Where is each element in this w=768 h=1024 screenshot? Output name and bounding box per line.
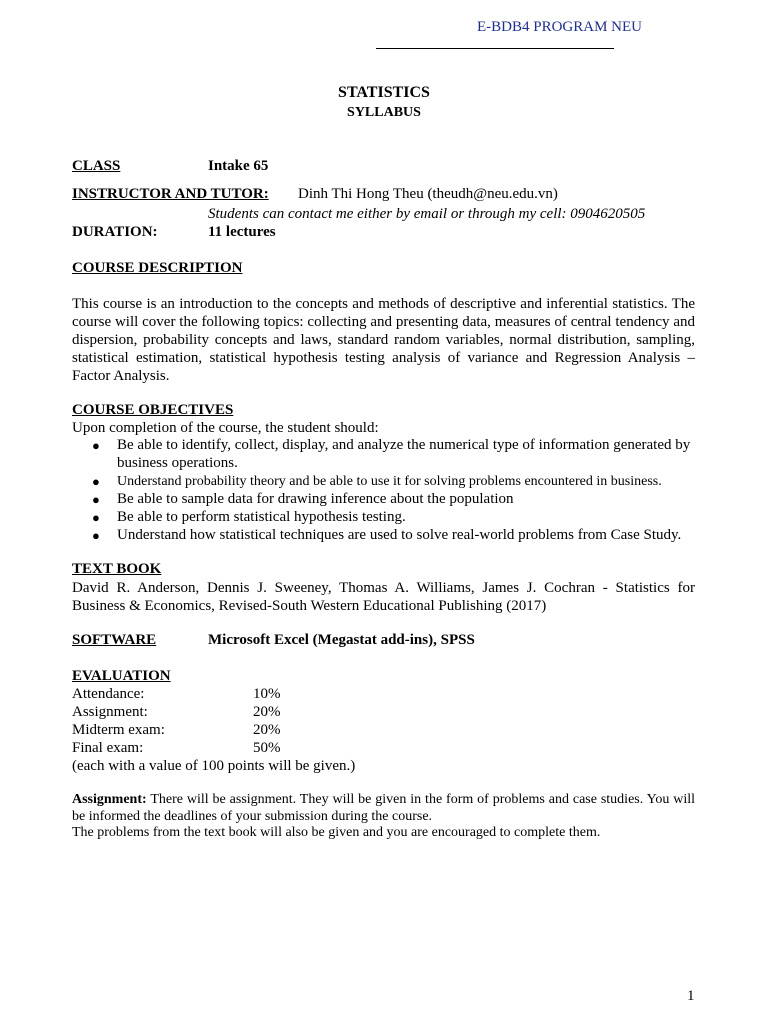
evaluation-note: (each with a value of 100 points will be given.) — [72, 758, 356, 774]
document-title: STATISTICS — [338, 84, 430, 101]
evaluation-item: Final exam: — [72, 740, 144, 756]
list-item: ● Be able to identify, collect, display, and analyze the numerical type of information generated by business operations. — [92, 437, 691, 471]
instructor-contact-note: Students can contact me either by email or through my cell: 0904620505 — [208, 206, 646, 222]
instructor-value: Dinh Thi Hong Theu (theudh@neu.edu.vn) — [298, 186, 558, 202]
page-number: 1 — [687, 988, 695, 1004]
list-item: ● Be able to sample data for drawing inference about the population — [92, 490, 514, 507]
bullet-icon: ● — [92, 491, 100, 507]
text-book-text: David R. Anderson, Dennis J. Sweeney, Thomas A. Williams, James J. Cochran - Statistics for Business & Economics, Revised-South Western Educational Publishing (2017) — [72, 580, 695, 614]
assignment-label: Assignment: — [72, 792, 147, 807]
assignment-text: There will be assignment. They will be given in the form of problems and case studies. You will be informed the deadlines of your submission during the course. — [72, 792, 696, 824]
duration-label: DURATION: — [72, 224, 158, 240]
bullet-icon: ● — [92, 527, 100, 543]
document-subtitle: SYLLABUS — [347, 105, 421, 120]
list-item: ● Be able to perform statistical hypothesis testing. — [92, 508, 406, 525]
assignment-paragraph — [72, 792, 695, 825]
software-label: SOFTWARE — [72, 632, 157, 648]
header-rule — [376, 48, 614, 49]
bullet-icon: ● — [92, 473, 100, 489]
class-value: Intake 65 — [208, 158, 269, 174]
evaluation-heading: EVALUATION — [72, 668, 171, 684]
assignment-text-2: The problems from the text book will also be given and you are encouraged to complete them. — [72, 825, 601, 840]
bullet-icon: ● — [92, 509, 100, 525]
duration-value: 11 lectures — [208, 224, 276, 240]
evaluation-weight: 50% — [253, 740, 281, 756]
evaluation-weight: 10% — [253, 686, 281, 702]
course-description-heading: COURSE DESCRIPTION — [72, 260, 243, 276]
bullet-icon: ● — [92, 438, 100, 453]
list-item: ● Understand probability theory and be able to use it for solving problems encountered in business. — [92, 473, 662, 489]
class-label: CLASS — [72, 158, 121, 174]
list-item: ● Understand how statistical techniques are used to solve real-world problems from Case Study. — [92, 526, 682, 543]
course-objectives-heading: COURSE OBJECTIVES — [72, 402, 234, 418]
evaluation-weight: 20% — [253, 722, 281, 738]
text-book-heading: TEXT BOOK — [72, 561, 162, 577]
evaluation-weight: 20% — [253, 704, 281, 720]
software-value: Microsoft Excel (Megastat add-ins), SPSS — [208, 632, 475, 648]
evaluation-item: Midterm exam: — [72, 722, 165, 738]
instructor-label: INSTRUCTOR AND TUTOR: — [72, 186, 269, 202]
evaluation-item: Assignment: — [72, 704, 148, 720]
evaluation-item: Attendance: — [72, 686, 145, 702]
program-header: E-BDB4 PROGRAM NEU — [477, 19, 643, 35]
course-description-text: This course is an introduction to the concepts and methods of descriptive and inferential statistics. The course will cover the following topics: collecting and presenting data, measures of central tendency and dispersion, probability concepts and laws, standard random variables, normal distribution, sampling, statistical estimation, statistical hypothesis testing analysis of variance and Regression Analysis – Factor Analysis. — [72, 296, 695, 384]
course-objectives-list — [72, 437, 695, 545]
course-objectives-intro: Upon completion of the course, the student should: — [72, 420, 379, 436]
